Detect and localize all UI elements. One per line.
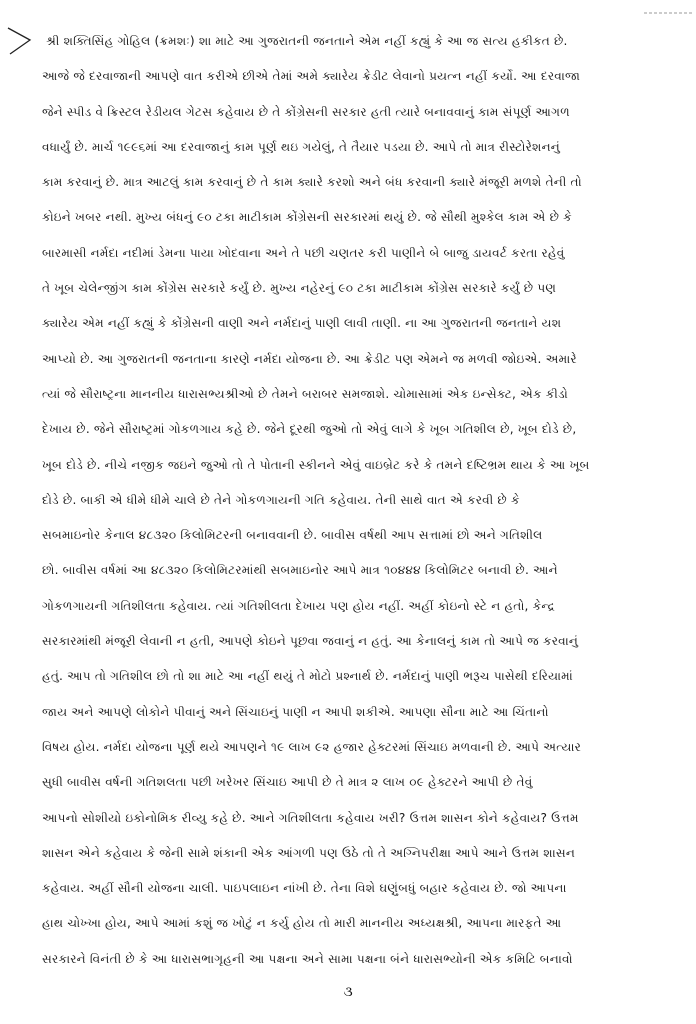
corner-ink-mark — [644, 0, 692, 4]
text-line: છો. બાવીસ વર્ષમાં આ ૪૮૩૨૦ કિલોમિટરમાંથી સબમાઇનોર આપે માત્ર ૧૦૪૪૪ કિલોમિટર બનાવી છે. આને — [42, 563, 558, 578]
text-line: દોડે છે. બાકી એ ધીમે ધીમે ચાલે છે તેને ગોકળગાયની ગતિ કહેવાય. તેની સાથે વાત એ કરવી છે કે — [42, 492, 520, 507]
text-line: ગોકળગાયની ગતિશીલતા કહેવાય. ત્યાં ગતિશીલતા દેખાય પણ હોય નહીં. અહીં કોઇનો સ્ટે ન હતો, કેન્દ્ર — [42, 598, 555, 613]
text-line: હાથ ચોખ્ખા હોય, આપે આમાં કશું જ ખોટું ન કર્યુ હોય તો મારી માનનીય અધ્યક્ષશ્રી, આપના મારફતે આ — [42, 916, 562, 931]
document-body — [42, 28, 664, 972]
text-line: શાસન એને કહેવાય કે જેની સામે શંકાની એક આંગળી પણ ઉઠે તો તે અગ્નિપરીક્ષા આપે આને ઉત્તમ શાસન — [42, 845, 576, 860]
text-line: ક્યારેય એમ નહીં કહ્યું કે કોંગ્રેસની વાણી અને નર્મદાનું પાણી લાવી તાણી. ના આ ગુજરાતની જનતાને યશ — [42, 316, 562, 331]
text-line: સબમાઇનોર કેનાલ ૪૮૩૨૦ કિલોમિટરની બનાવવાની છે. બાવીસ વર્ષથી આપ સત્તામાં છો અને ગતિશીલ — [42, 528, 543, 543]
text-line: જેને સ્પીડ વે ક્રિસ્ટલ રેડીયલ ગેટસ કહેવાય છે તે કોંગ્રેસની સરકાર હતી ત્યારે બનાવવાનું કામ સંપૂર્ણ આગળ — [42, 104, 570, 119]
text-line: સુધી બાવીસ વર્ષની ગતિશલતા પછી ખરેખર સિંચાઇ આપી છે તે માત્ર ૨ લાખ ૦૯ હેક્ટરને આપી છે તેવું — [42, 775, 533, 790]
margin-pen-mark — [6, 26, 32, 56]
text-line: કહેવાય. અહીં સૌની યોજના ચાલી. પાઇપલાઇન નાંખી છે. તેના વિશે ઘણુંબધું બહાર કહેવાય છે. જો આપના — [42, 881, 567, 896]
text-line: કોઇને ખબર નથી. મુખ્ય બંધનું ૯૦ ટકા માટીકામ કોંગ્રેસની સરકારમાં થયું છે. જે સૌથી મુશ્કેલ કામ એ છે કે — [42, 210, 572, 225]
page-number: ૩ — [343, 984, 353, 1000]
text-line: જાય અને આપણે લોકોને પીવાનું અને સિંચાઇનું પાણી ન આપી શકીએ. આપણા સૌના માટે આ ચિંતાનો — [42, 704, 549, 719]
text-line: આપનો સોશીયો ઇકોનોમિક રીવ્યુ કહે છે. આને ગતિશીલતા કહેવાય ખરી? ઉત્તમ શાસન કોને કહેવાય? ઉત્તમ — [42, 810, 579, 825]
text-line: વધાર્યું છે. માર્ચ ૧૯૯૬માં આ દરવાજાનું કામ પૂર્ણ થઇ ગયેલું, તે તૈયાર પડયા છે. આપે તો માત્ર રીસ્ટોરેશનનું — [42, 139, 561, 154]
text-line: ખૂબ દોડે છે. નીચે નજીક જઇને જુઓ તો તે પોતાની સ્કીનને એવું વાઇબ્રેટ કરે કે તમને દષ્ટિભ્રમ થાય કે આ ખૂબ — [42, 457, 590, 472]
text-line: બારમાસી નર્મદા નદીમાં ડેમના પાયા ખોદવાના અને તે પછી ચણતર કરી પાણીને બે બાજુ ડાયવર્ટ કરતા રહેવું — [42, 245, 565, 260]
text-line: આપ્યો છે. આ ગુજરાતની જનતાના કારણે નર્મદા યોજના છે. આ ક્રેડીટ પણ એમને જ મળવી જોઇએ. અમારે — [42, 351, 577, 366]
text-line: સરકારને વિનંતી છે કે આ ધારાસભાગૃહની આ પક્ષના અને સામા પક્ષના બંને ધારાસભ્યોની એક કમિટિ બનાવો — [42, 951, 573, 966]
text-line: કામ કરવાનું છે. માત્ર આટલું કામ કરવાનું છે તે કામ ક્યારે કરશો અને બંધ કરવાની ક્યારે મંજૂરી મળશે તેની તો — [42, 175, 582, 190]
text-line: ત્યાં જે સૌરાષ્ટ્રના માનનીય ધારાસભ્યશ્રીઓ છે તેમને બરાબર સમજાશે. ચોમાસામાં એક ઇન્સેક્ટ, એક કીડો — [42, 386, 568, 401]
text-line: દેખાય છે. જેને સૌરાષ્ટ્રમાં ગોકળગાય કહે છે. જેને દૂરથી જુઓ તો એવું લાગે કે ખૂબ ગતિશીલ છે, ખૂબ દોડે છે, — [42, 422, 577, 437]
text-line: સરકારમાંથી મંજૂરી લેવાની ન હતી, આપણે કોઇને પૂછવા જવાનું ન હતું. આ કેનાલનું કામ તો આપે જ કરવાનું — [42, 634, 579, 649]
text-line: હતું. આપ તો ગતિશીલ છો તો શા માટે આ નહીં થયું તે મોટો પ્રશ્નાર્થ છે. નર્મદાનું પાણી ભરૂચ પાસેથી દરિયામાં — [42, 669, 573, 684]
text-line: શ્રી શક્તિસિંહ ગોહિલ (ક્રમશઃ) શા માટે આ ગુજરાતની જનતાને એમ નહીં કહ્યું કે આ જ સત્ય હકીકત છે. — [46, 34, 568, 48]
text-line: આજે જે દરવાજાની આપણે વાત કરીએ છીએ તેમાં અમે ક્યારેય ક્રેડીટ લેવાનો પ્રયત્ન નહીં કર્યો. આ દરવાજા — [42, 69, 581, 84]
text-line: તે ખૂબ ચેલેન્જીંગ કામ કોંગ્રેસ સરકારે કર્યું છે. મુખ્ય નહેરનું ૯૦ ટકા માટીકામ કોંગ્રેસ સરકારે કર્યું છે પણ — [42, 281, 557, 296]
text-line: વિષય હોય. નર્મદા યોજના પૂર્ણ થયે આપણને ૧૯ લાખ ૯૨ હજાર હેક્ટરમાં સિંચાઇ મળવાની છે. આપે અત્યાર — [42, 739, 582, 754]
